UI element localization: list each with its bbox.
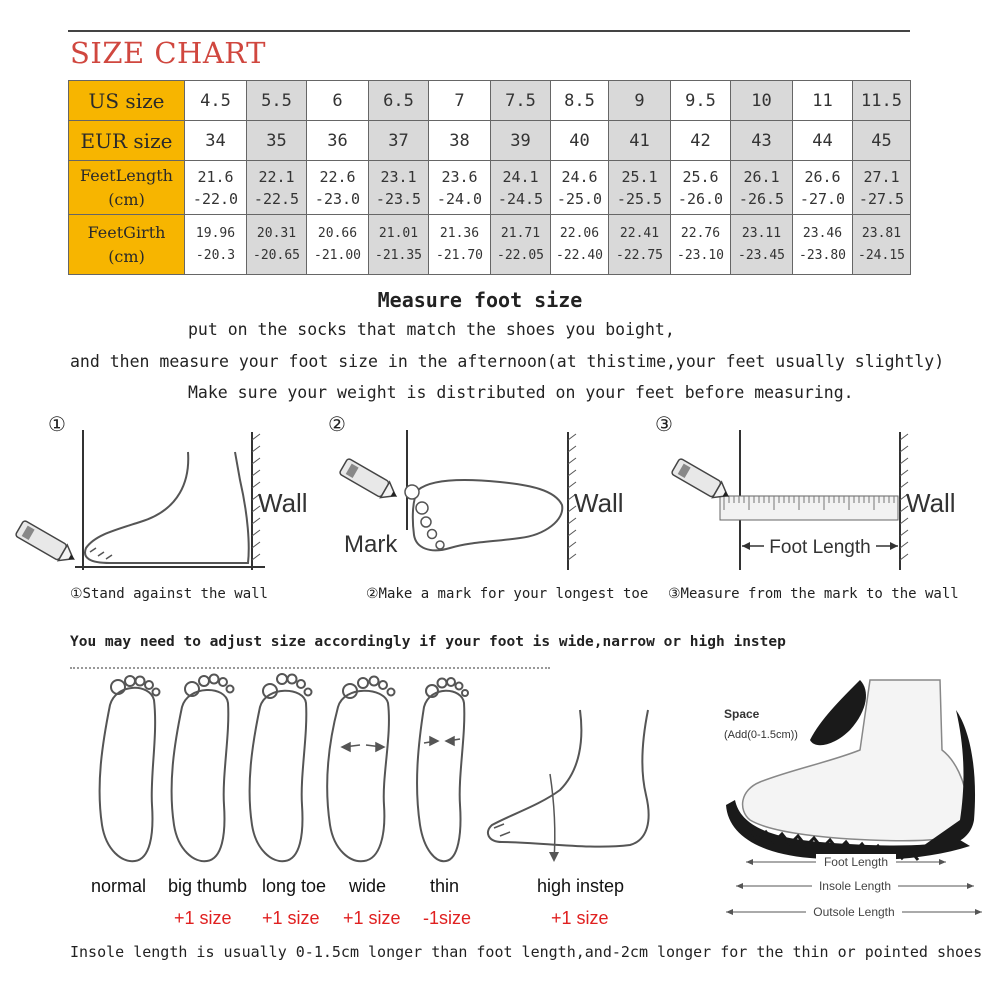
range-end: -21.35 <box>375 247 422 263</box>
table-cell <box>551 161 609 215</box>
range-end: -25.5 <box>616 189 663 208</box>
foot-type-label-wide: wide <box>349 876 387 896</box>
table-cell: 8.5 <box>551 81 609 121</box>
range-start: 23.46 <box>802 225 843 241</box>
range-end: -22.5 <box>253 189 300 208</box>
range-start: 23.11 <box>741 225 782 241</box>
range-start: 20.66 <box>317 225 358 241</box>
range-start: 22.76 <box>680 225 721 241</box>
range-start: 21.36 <box>439 225 480 241</box>
wide-foot-outline <box>327 691 389 861</box>
foot-type-size-high-instep: +1 size <box>551 908 609 928</box>
range-end: -21.70 <box>436 247 483 263</box>
table-cell: 41 <box>609 121 671 161</box>
shoe-space-label: Space <box>724 707 760 721</box>
step-1-illustration <box>20 420 308 580</box>
range-end: -22.0 <box>192 189 239 208</box>
table-cell: 9 <box>609 81 671 121</box>
range-end: -20.3 <box>195 247 236 263</box>
table-row-eur-size <box>69 121 911 161</box>
range-end: -20.65 <box>253 247 300 263</box>
table-cell <box>609 161 671 215</box>
table-cell: 6 <box>307 81 369 121</box>
range-end: -23.0 <box>314 189 361 208</box>
table-cell: 39 <box>491 121 551 161</box>
table-cell <box>853 215 911 275</box>
foot-type-label-big-thumb: big thumb <box>168 876 248 896</box>
range-start: 23.81 <box>861 225 902 241</box>
step-3-number: ③ <box>655 412 673 436</box>
table-cell: 34 <box>185 121 247 161</box>
table-cell <box>247 161 307 215</box>
row-header-unit: (cm) <box>108 246 145 266</box>
range-end: -27.5 <box>858 189 905 208</box>
range-start: 22.06 <box>559 225 600 241</box>
measure-title: Measure foot size <box>377 288 583 312</box>
shoe-cross-section-illustration <box>720 670 990 930</box>
table-cell <box>609 215 671 275</box>
foot-type-size-wide: +1 size <box>343 908 401 928</box>
foot-type-label-long-toe: long toe <box>262 876 327 896</box>
table-cell <box>307 215 369 275</box>
range-end: -22.40 <box>556 247 603 263</box>
table-cell: 37 <box>369 121 429 161</box>
foot-type-size-long-toe: +1 size <box>262 908 320 928</box>
range-start: 21.71 <box>500 225 541 241</box>
table-cell <box>247 215 307 275</box>
range-start: 25.6 <box>682 167 719 186</box>
foot-type-label-normal: normal <box>91 876 147 896</box>
shoe-foot-length-label: Foot Length <box>823 855 889 869</box>
step-2-caption: ②Make a mark for your longest toe <box>366 586 649 602</box>
table-cell: 5.5 <box>247 81 307 121</box>
step-1-caption: ①Stand against the wall <box>70 586 268 602</box>
long-toe-foot-outline <box>250 691 307 861</box>
table-cell: 11.5 <box>853 81 911 121</box>
step-3-wall-label: Wall <box>906 488 956 518</box>
table-cell <box>793 215 853 275</box>
range-end: -21.00 <box>314 247 361 263</box>
thin-foot-outline <box>417 691 464 861</box>
foot-type-size-big-thumb: +1 size <box>174 908 232 928</box>
table-cell <box>491 215 551 275</box>
range-start: 21.6 <box>197 167 234 186</box>
table-cell <box>671 215 731 275</box>
table-cell <box>429 215 491 275</box>
table-cell: 35 <box>247 121 307 161</box>
size-chart-table <box>68 80 911 275</box>
range-start: 22.6 <box>319 167 356 186</box>
range-start: 23.6 <box>441 167 478 186</box>
row-header-label: EUR size <box>80 128 173 153</box>
table-cell: 7.5 <box>491 81 551 121</box>
table-cell <box>793 161 853 215</box>
range-start: 26.1 <box>743 167 780 186</box>
step-2-illustration <box>340 430 640 580</box>
table-cell: 40 <box>551 121 609 161</box>
foot-type-size-thin: -1size <box>423 908 472 928</box>
range-end: -23.45 <box>738 247 785 263</box>
table-cell: 38 <box>429 121 491 161</box>
table-cell <box>307 161 369 215</box>
step-2-mark-label: Mark <box>344 531 398 558</box>
range-start: 26.6 <box>804 167 841 186</box>
adjust-size-note: You may need to adjust size accordingly if your foot is wide,narrow or high instep <box>70 634 786 650</box>
table-cell: 7 <box>429 81 491 121</box>
range-end: -23.10 <box>677 247 724 263</box>
range-end: -23.80 <box>799 247 846 263</box>
step-3-caption: ③Measure from the mark to the wall <box>668 586 959 602</box>
step-3-foot-length-label: Foot Length <box>769 537 871 558</box>
range-end: -24.0 <box>436 189 483 208</box>
step-1-number: ① <box>48 412 66 436</box>
insole-length-note: Insole length is usually 0-1.5cm longer than foot length,and-2cm longer for the thin or pointed shoes <box>70 943 983 961</box>
big-thumb-foot-outline <box>172 690 229 861</box>
table-cell <box>853 161 911 215</box>
range-end: -24.5 <box>497 189 544 208</box>
table-cell: 6.5 <box>369 81 429 121</box>
range-end: -27.0 <box>799 189 846 208</box>
table-cell: 10 <box>731 81 793 121</box>
table-row-feet-girth <box>69 215 911 275</box>
row-header-us-size <box>69 81 185 121</box>
range-start: 25.1 <box>621 167 658 186</box>
table-cell: 36 <box>307 121 369 161</box>
range-end: -24.15 <box>858 247 905 263</box>
row-header-label: FeetGirth <box>87 222 166 242</box>
measure-instruction-2: and then measure your foot size in the afternoon(at thistime,your feet usually slightly) <box>70 352 945 371</box>
step-3-illustration <box>676 430 976 580</box>
table-cell: 42 <box>671 121 731 161</box>
foot-types-illustration <box>80 665 500 875</box>
range-end: -22.75 <box>616 247 663 263</box>
range-end: -22.05 <box>497 247 544 263</box>
shoe-insole-length-label: Insole Length <box>818 879 892 893</box>
range-start: 22.1 <box>258 167 295 186</box>
range-start: 21.01 <box>378 225 419 241</box>
range-start: 19.96 <box>195 225 236 241</box>
range-start: 20.31 <box>256 225 297 241</box>
table-cell <box>369 215 429 275</box>
table-cell: 44 <box>793 121 853 161</box>
table-cell <box>491 161 551 215</box>
range-end: -25.0 <box>556 189 603 208</box>
row-header-unit: (cm) <box>108 189 145 209</box>
table-cell: 4.5 <box>185 81 247 121</box>
table-cell: 45 <box>853 121 911 161</box>
table-row-feet-length <box>69 161 911 215</box>
range-start: 22.41 <box>619 225 660 241</box>
table-cell <box>369 161 429 215</box>
table-cell <box>429 161 491 215</box>
range-end: -23.5 <box>375 189 422 208</box>
size-chart-title: SIZE CHART <box>70 36 266 70</box>
table-cell: 43 <box>731 121 793 161</box>
top-rule <box>68 30 910 32</box>
normal-foot-outline <box>100 688 156 861</box>
table-cell <box>731 161 793 215</box>
shoe-space-sub-label: (Add(0-1.5cm)) <box>724 729 798 741</box>
foot-type-label-thin: thin <box>430 876 460 896</box>
range-end: -26.5 <box>738 189 785 208</box>
row-header-label: FeetLength <box>80 165 173 185</box>
table-cell: 11 <box>793 81 853 121</box>
shoe-outsole-length-label: Outsole Length <box>813 905 895 919</box>
table-cell <box>185 161 247 215</box>
row-header-feet-length <box>69 161 185 215</box>
table-row-us-size <box>69 81 911 121</box>
range-start: 23.1 <box>380 167 417 186</box>
foot-type-label-high-instep: high instep <box>537 876 625 896</box>
step-1-wall-label: Wall <box>258 488 308 518</box>
row-header-feet-girth <box>69 215 185 275</box>
step-2-wall-label: Wall <box>574 488 624 518</box>
range-start: 27.1 <box>863 167 900 186</box>
measure-instruction-1: put on the socks that match the shoes you boight, <box>188 320 675 339</box>
range-end: -26.0 <box>677 189 724 208</box>
high-instep-illustration <box>480 700 680 870</box>
table-cell <box>185 215 247 275</box>
table-cell <box>671 161 731 215</box>
row-header-label: US size <box>88 88 165 113</box>
row-header-eur-size <box>69 121 185 161</box>
step-2-number: ② <box>328 412 346 436</box>
table-cell: 9.5 <box>671 81 731 121</box>
range-start: 24.1 <box>502 167 539 186</box>
measure-instruction-3: Make sure your weight is distributed on your feet before measuring. <box>188 383 854 402</box>
table-cell <box>551 215 609 275</box>
range-start: 24.6 <box>561 167 598 186</box>
table-cell <box>731 215 793 275</box>
